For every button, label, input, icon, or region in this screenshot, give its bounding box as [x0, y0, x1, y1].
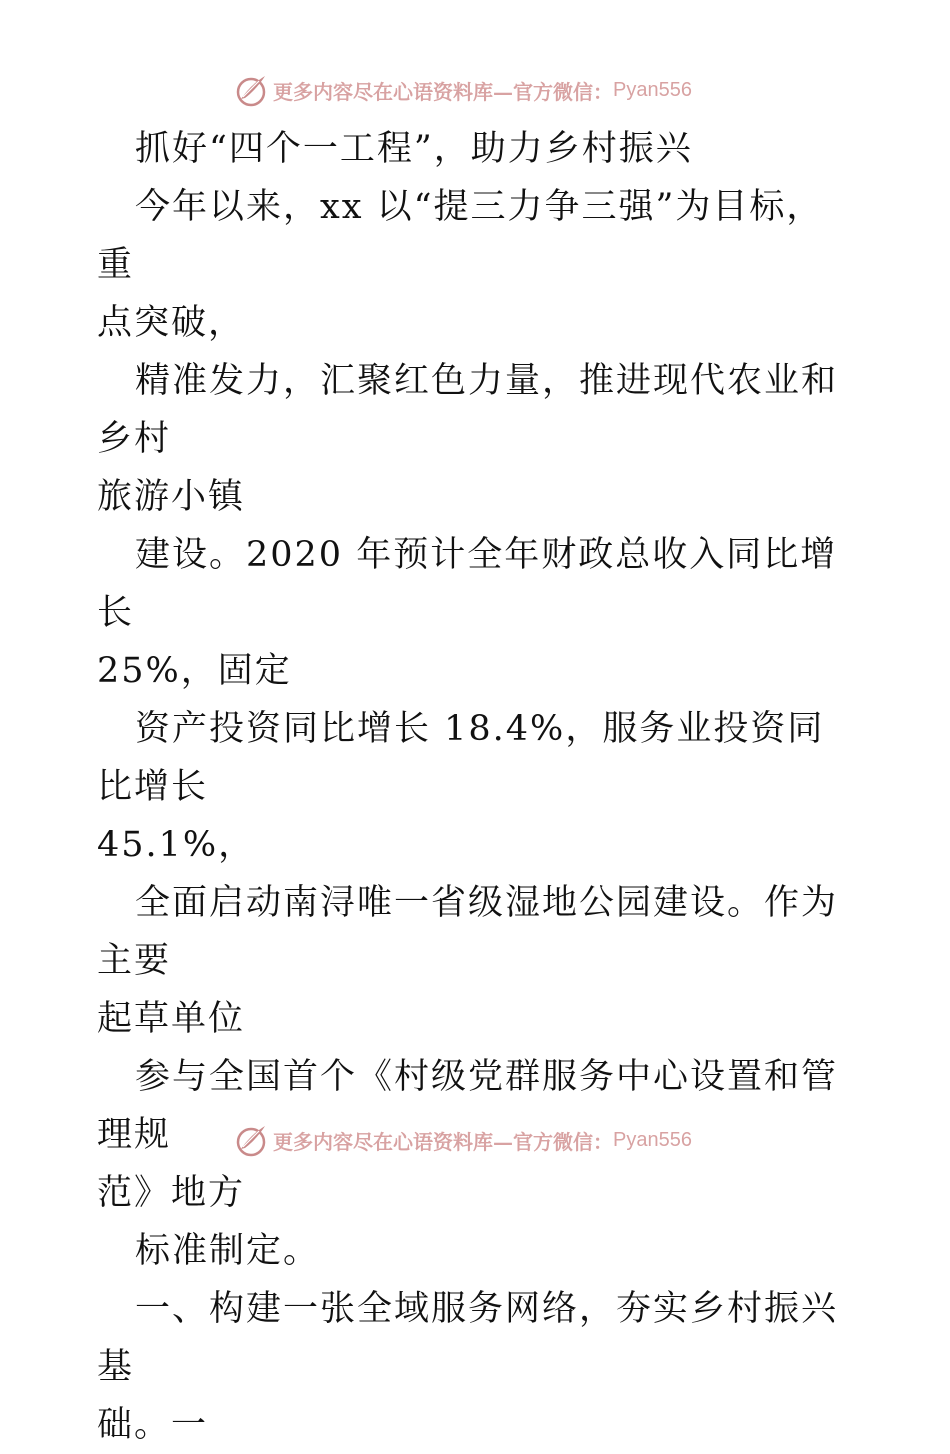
paragraph-line: 范》地方 [97, 1173, 246, 1213]
document-body [97, 120, 857, 1454]
wechat-id: Pyan556 [613, 78, 692, 101]
paragraph-line: 今年以来，xx 以“提三力争三强”为目标，重 [97, 187, 824, 285]
paragraph-line: 标准制定。 [135, 1231, 321, 1271]
paragraph-line: 旅游小镇 [97, 477, 246, 517]
quill-logo-icon [233, 1122, 269, 1158]
paragraph-line: 精准发力，汇聚红色力量，推进现代农业和乡村 [97, 361, 839, 459]
promo-text: 更多内容尽在心语资料库—官方微信： [273, 79, 613, 104]
paragraph-line: 全面启动南浔唯一省级湿地公园建设。作为主要 [97, 883, 839, 981]
document-title: 抓好“四个一工程”，助力乡村振兴 [135, 129, 693, 169]
paragraph-line: 点突破， [97, 303, 246, 343]
paragraph-line: 础。一 [97, 1405, 209, 1445]
promo-text: 更多内容尽在心语资料库—官方微信： [273, 1129, 613, 1154]
paragraph-line: 45.1%， [97, 825, 256, 865]
wechat-id: Pyan556 [613, 1128, 692, 1151]
paragraph-line: 25%，固定 [97, 651, 292, 691]
quill-logo-icon [233, 72, 269, 108]
section-heading: 一、构建一张全域服务网络，夯实乡村振兴基 [97, 1289, 839, 1387]
paragraph-line: 资产投资同比增长 18.4%，服务业投资同比增长 [97, 709, 825, 807]
header-banner [233, 70, 713, 110]
footer-banner [233, 1120, 713, 1160]
paragraph-line: 起草单位 [97, 999, 246, 1039]
paragraph-line: 参与全国首个《村级党群服务中心设置和管理规 [97, 1057, 839, 1155]
paragraph-line: 建设。2020 年预计全年财政总收入同比增长 [97, 535, 838, 633]
